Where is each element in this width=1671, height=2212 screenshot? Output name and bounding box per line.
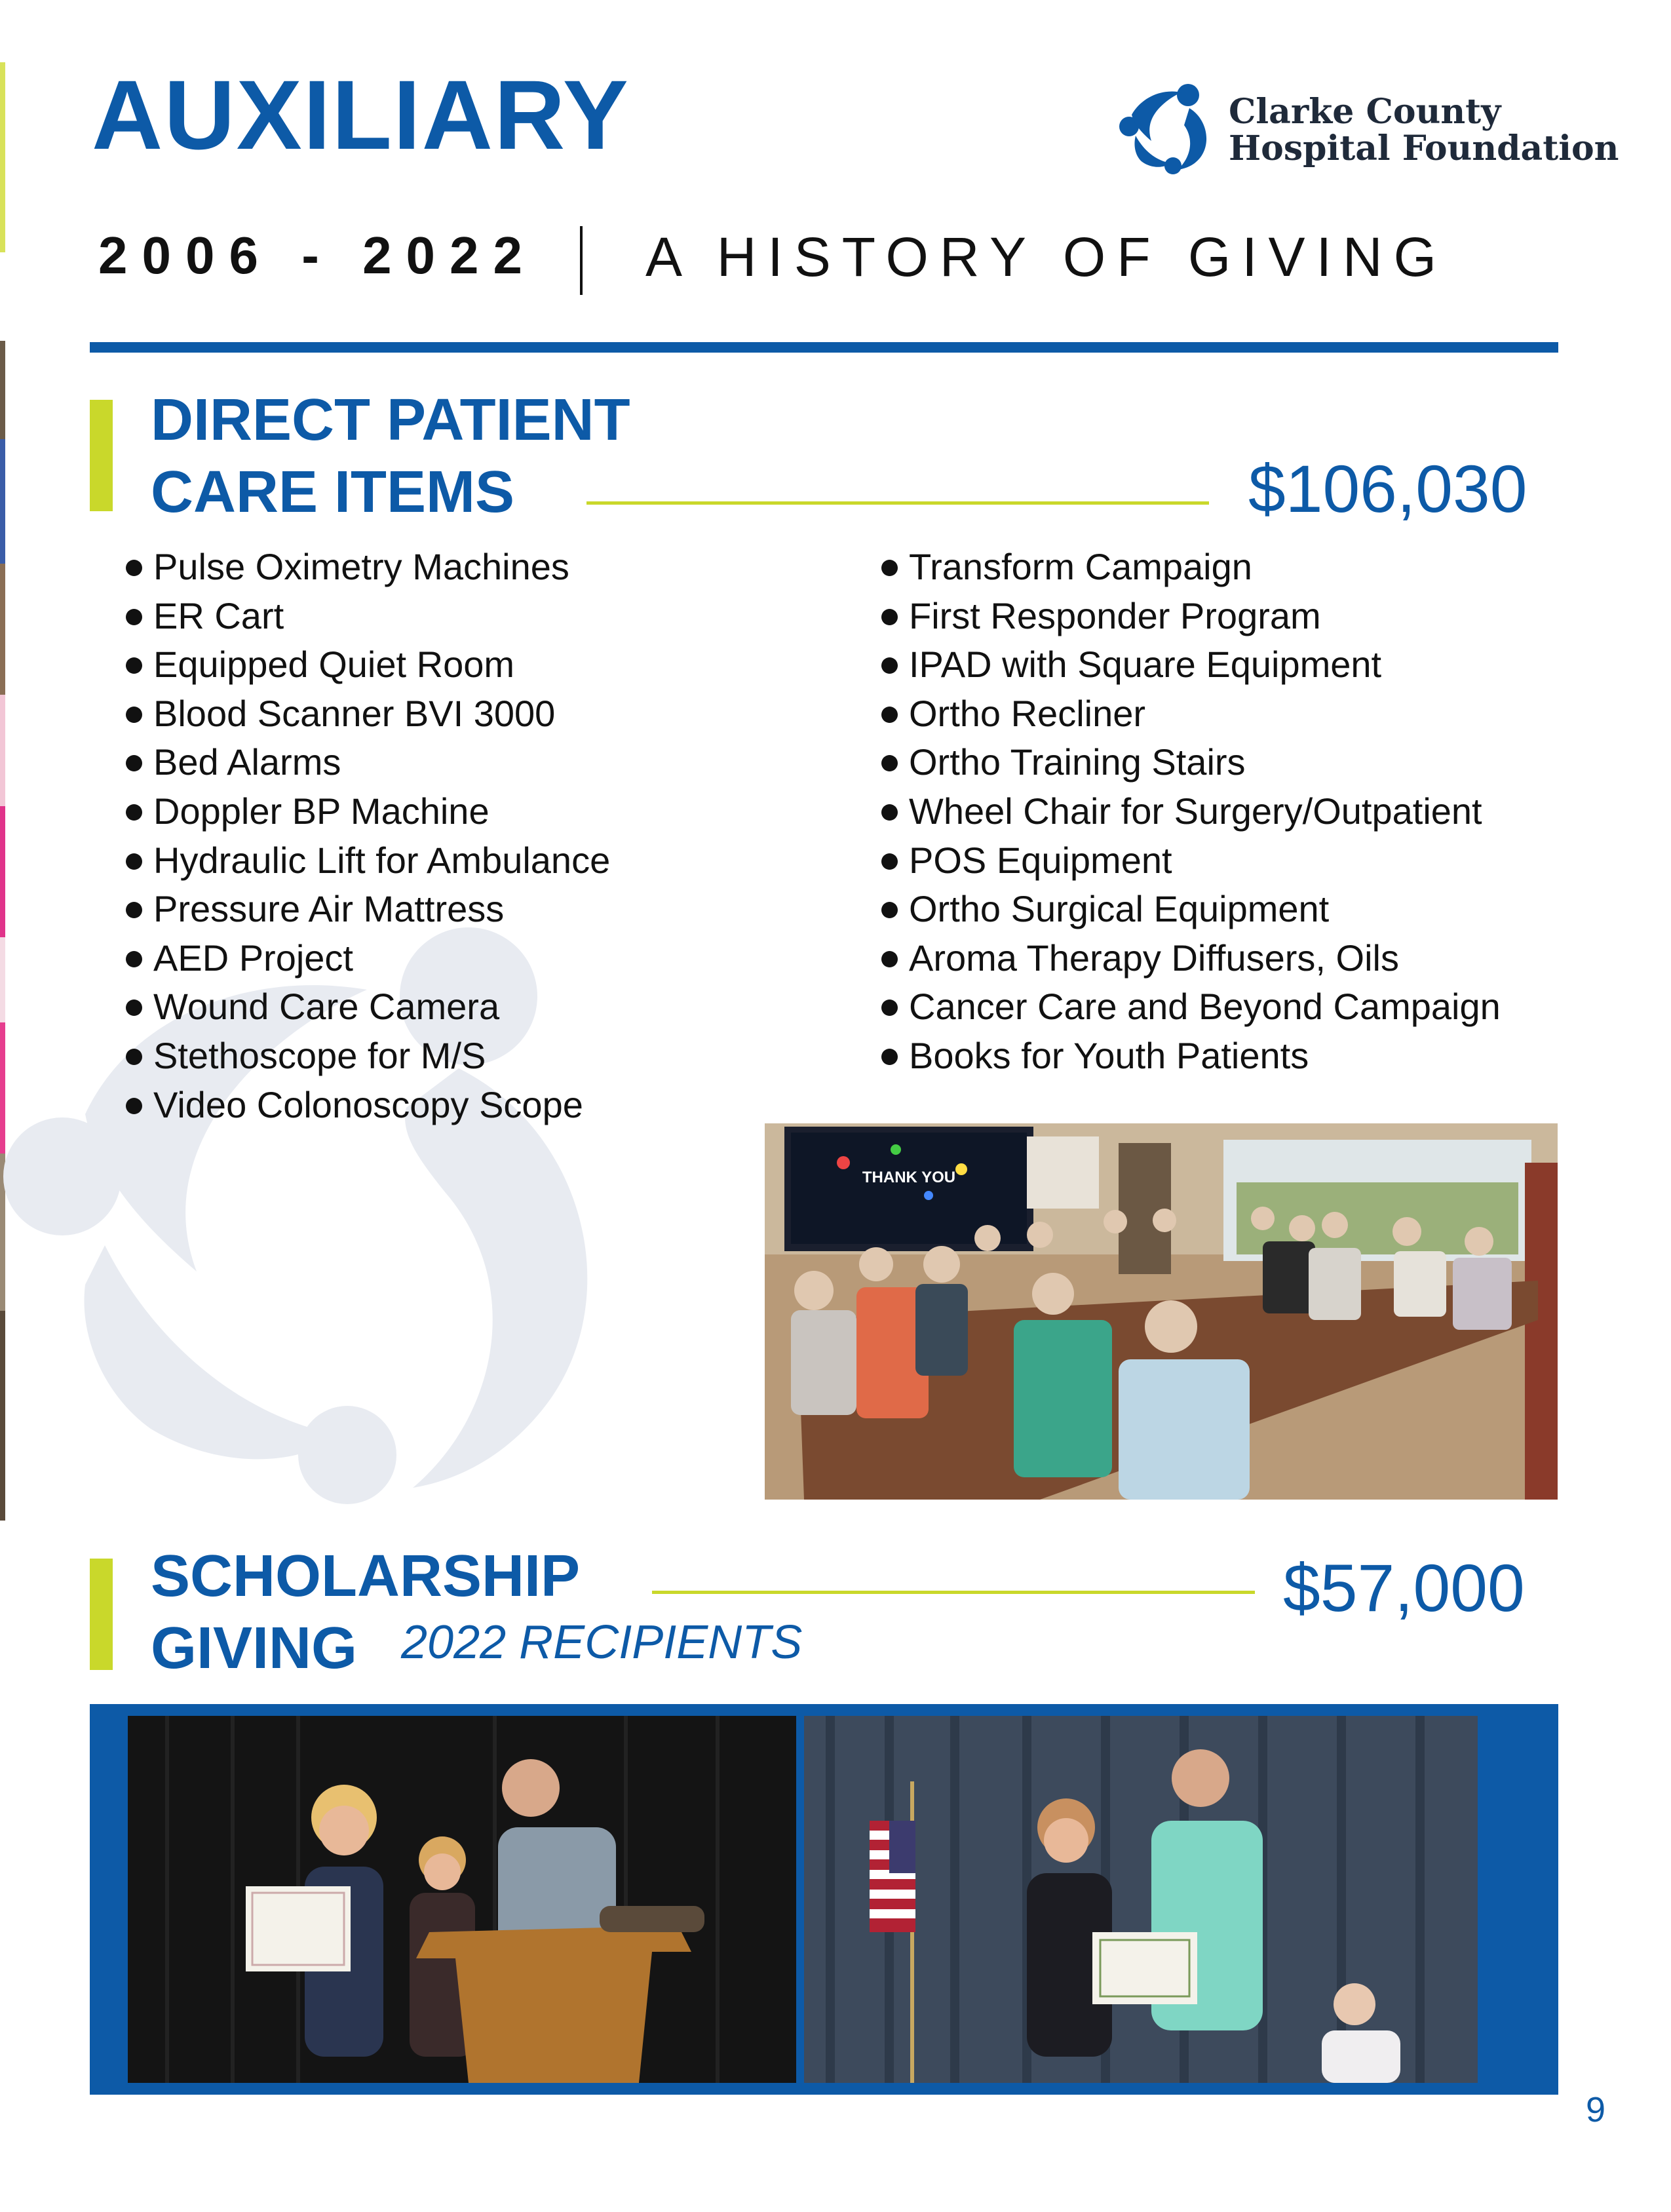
list-item: Transform Campaign — [881, 543, 1501, 592]
direct-care-heading-line-1: DIRECT PATIENT — [151, 387, 630, 453]
direct-care-heading-line-2: CARE ITEMS — [151, 459, 515, 525]
edge-strip — [0, 564, 5, 695]
foundation-logo-text — [1229, 94, 1619, 167]
scholarship-heading-line-2: GIVING — [151, 1616, 358, 1681]
scholarship-amount: $57,000 — [1283, 1551, 1525, 1625]
list-item: Cancer Care and Beyond Campaign — [881, 982, 1501, 1032]
list-item: POS Equipment — [881, 836, 1501, 885]
edge-strip — [0, 341, 5, 439]
page-number: 9 — [1586, 2090, 1606, 2129]
list-item: Doppler BP Machine — [126, 787, 610, 836]
list-item: Ortho Recliner — [881, 689, 1501, 739]
list-item: Equipped Quiet Room — [126, 640, 610, 689]
list-item: ER Cart — [126, 592, 610, 641]
list-item: First Responder Program — [881, 592, 1501, 641]
list-item: Books for Youth Patients — [881, 1032, 1501, 1081]
list-item: Wound Care Camera — [126, 982, 610, 1032]
direct-care-list-left — [126, 543, 610, 1129]
list-item: IPAD with Square Equipment — [881, 640, 1501, 689]
page-title: AUXILIARY — [92, 60, 630, 170]
list-item: Ortho Surgical Equipment — [881, 885, 1501, 934]
list-item: Blood Scanner BVI 3000 — [126, 689, 610, 739]
list-item: Aroma Therapy Diffusers, Oils — [881, 934, 1501, 983]
recipients-photo-left — [128, 1716, 796, 2083]
list-item: Pulse Oximetry Machines — [126, 543, 610, 592]
foundation-logo-icon — [1117, 81, 1216, 179]
direct-care-amount: $106,030 — [1248, 452, 1527, 526]
scholarship-subheading: 2022 RECIPIENTS — [401, 1616, 803, 1669]
section-underline — [586, 501, 1209, 505]
screen-text: THANK YOU — [862, 1169, 956, 1186]
list-item: Hydraulic Lift for Ambulance — [126, 836, 610, 885]
header-rule — [90, 342, 1558, 353]
edge-strip — [0, 695, 5, 806]
edge-strip — [0, 62, 5, 252]
list-item: Pressure Air Mattress — [126, 885, 610, 934]
logo-line-2: Hospital Foundation — [1229, 128, 1619, 168]
direct-care-list-right — [881, 543, 1501, 1081]
list-item: Wheel Chair for Surgery/Outpatient — [881, 787, 1501, 836]
section-accent-bar — [90, 1559, 113, 1670]
direct-care-heading — [151, 384, 630, 528]
section-accent-bar — [90, 400, 113, 511]
list-item: AED Project — [126, 934, 610, 983]
list-item: Stethoscope for M/S — [126, 1032, 610, 1081]
logo-line-1: Clarke County — [1229, 92, 1501, 132]
header-divider — [580, 226, 583, 295]
recipients-photo-right — [804, 1716, 1478, 2083]
years-range: 2006 - 2022 — [98, 226, 537, 284]
auxiliary-meeting-photo — [765, 1123, 1558, 1500]
page-subtitle: A HISTORY OF GIVING — [645, 226, 1448, 288]
section-underline — [652, 1591, 1255, 1594]
list-item: Video Colonoscopy Scope — [126, 1081, 610, 1130]
scholarship-heading-line-1: SCHOLARSHIP — [151, 1543, 581, 1609]
edge-strip — [0, 439, 5, 564]
list-item: Bed Alarms — [126, 738, 610, 787]
list-item: Ortho Training Stairs — [881, 738, 1501, 787]
